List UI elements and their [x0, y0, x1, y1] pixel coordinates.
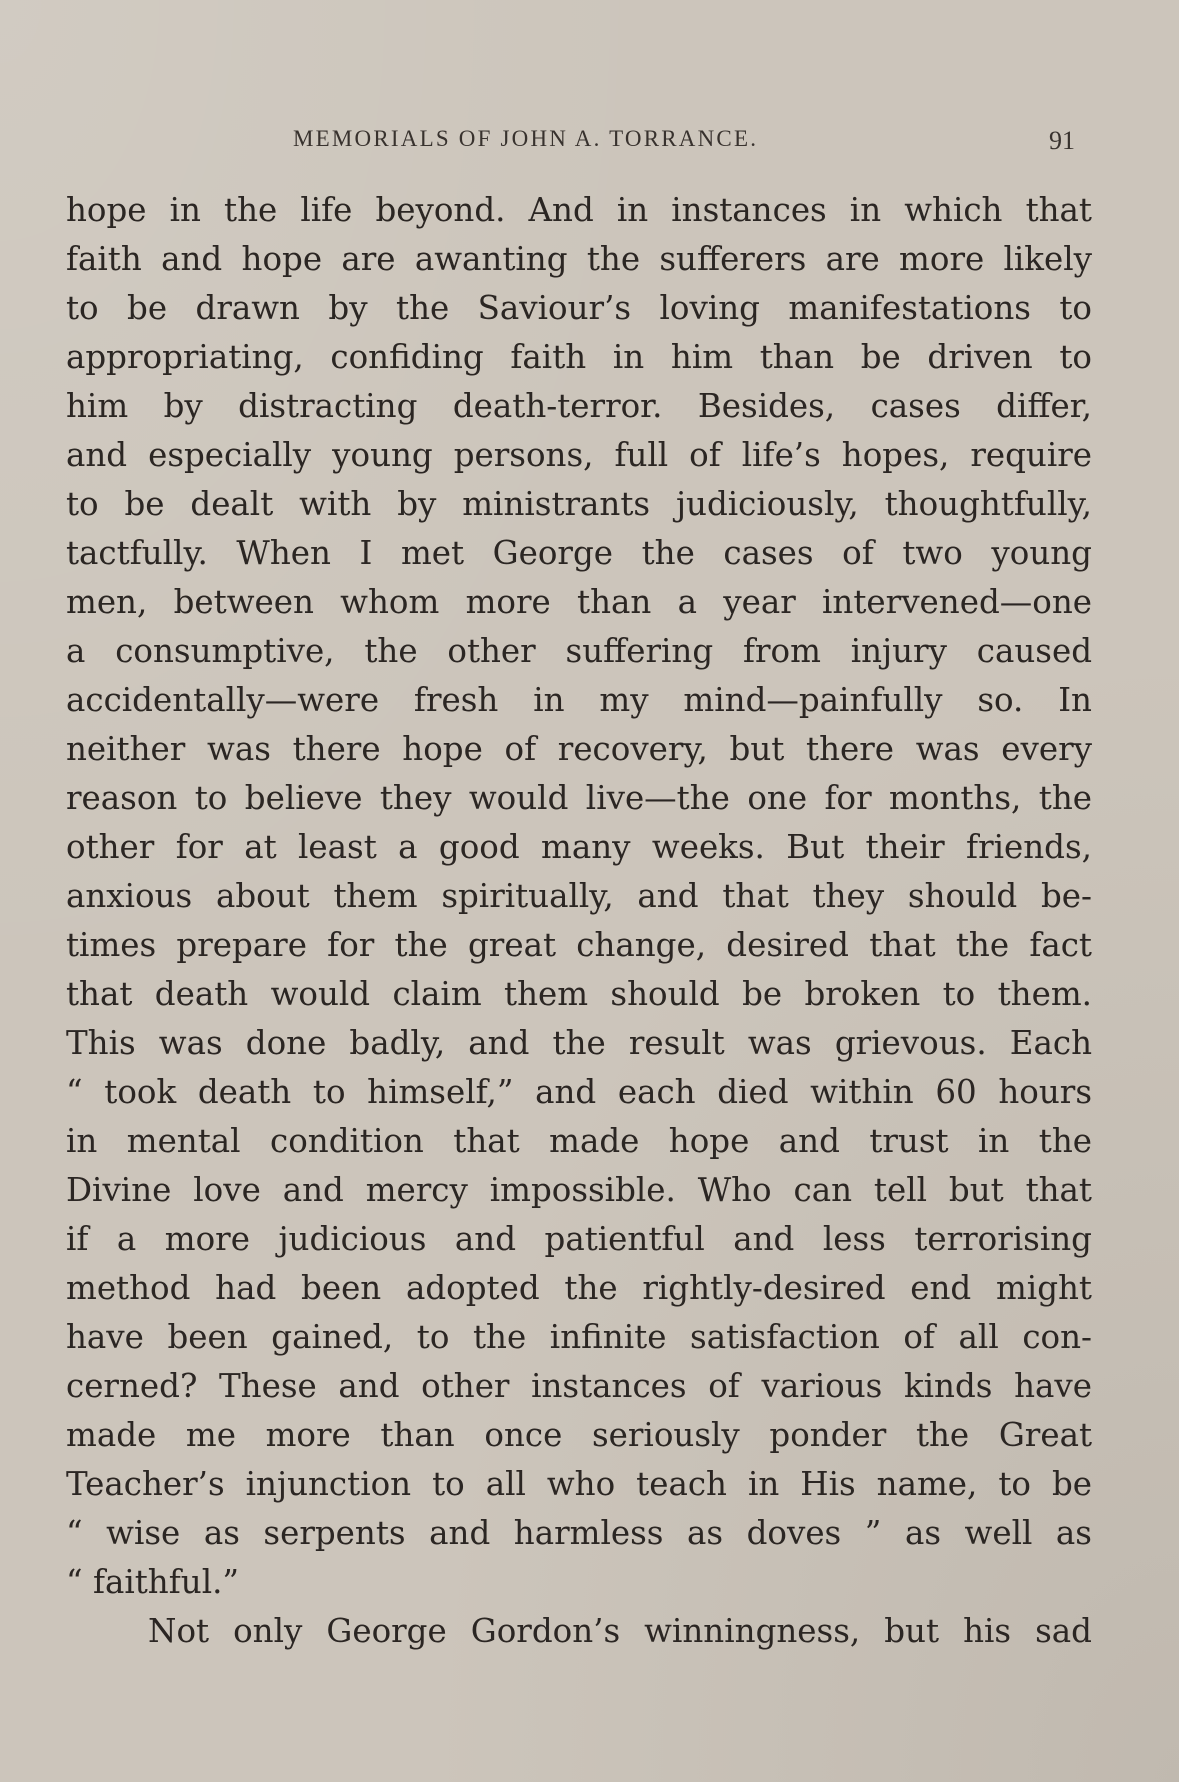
text-line: faith and hope are awanting the sufferers are more likely	[66, 240, 1092, 278]
text-line: tactfully. When I met George the cases of two young	[66, 534, 1092, 572]
running-head-title: MEMORIALS OF JOHN A. TORRANCE.	[293, 126, 759, 151]
text-line-paragraph-start: Not only George Gordon’s winningness, but his sad	[148, 1612, 1092, 1650]
body-text	[66, 186, 1092, 1656]
text-line: him by distracting death-terror. Besides, cases differ,	[66, 387, 1092, 425]
text-line: method had been adopted the rightly-desired end might	[66, 1269, 1092, 1307]
text-line: in mental condition that made hope and trust in the	[66, 1122, 1092, 1160]
text-line: made me more than once seriously ponder the Great	[66, 1416, 1092, 1454]
text-line: to be drawn by the Saviour’s loving manifestations to	[66, 289, 1092, 327]
text-line: if a more judicious and patientful and less terrorising	[66, 1220, 1092, 1258]
text-line: to be dealt with by ministrants judiciously, thoughtfully,	[66, 485, 1092, 523]
text-line: reason to believe they would live—the one for months, the	[66, 779, 1092, 817]
text-line: that death would claim them should be broken to them.	[66, 975, 1092, 1013]
text-line: “ faithful.”	[66, 1563, 240, 1601]
text-line: other for at least a good many weeks. But their friends,	[66, 828, 1092, 866]
text-line: “ took death to himself,” and each died within 60 hours	[66, 1073, 1092, 1111]
text-line: neither was there hope of recovery, but there was every	[66, 730, 1092, 768]
page-number: 91	[1049, 126, 1075, 155]
text-line: Teacher’s injunction to all who teach in His name, to be	[66, 1465, 1092, 1503]
text-line: anxious about them spiritually, and that they should be-	[66, 877, 1092, 915]
text-line: This was done badly, and the result was grievous. Each	[66, 1024, 1092, 1062]
text-line: Divine love and mercy impossible. Who can tell but that	[66, 1171, 1092, 1209]
text-line: accidentally—were fresh in my mind—painfully so. In	[66, 681, 1092, 719]
text-line: cerned? These and other instances of various kinds have	[66, 1367, 1092, 1405]
text-line: hope in the life beyond. And in instances in which that	[66, 191, 1092, 229]
text-line: times prepare for the great change, desired that the fact	[66, 926, 1092, 964]
text-line: men, between whom more than a year intervened—one	[66, 583, 1092, 621]
running-head	[293, 126, 1075, 160]
text-line: have been gained, to the infinite satisfaction of all con-	[66, 1318, 1092, 1356]
text-line: “ wise as serpents and harmless as doves ” as well as	[66, 1514, 1092, 1552]
text-line: appropriating, confiding faith in him than be driven to	[66, 338, 1092, 376]
text-line: and especially young persons, full of life’s hopes, require	[66, 436, 1092, 474]
text-line: a consumptive, the other suffering from injury caused	[66, 632, 1092, 670]
